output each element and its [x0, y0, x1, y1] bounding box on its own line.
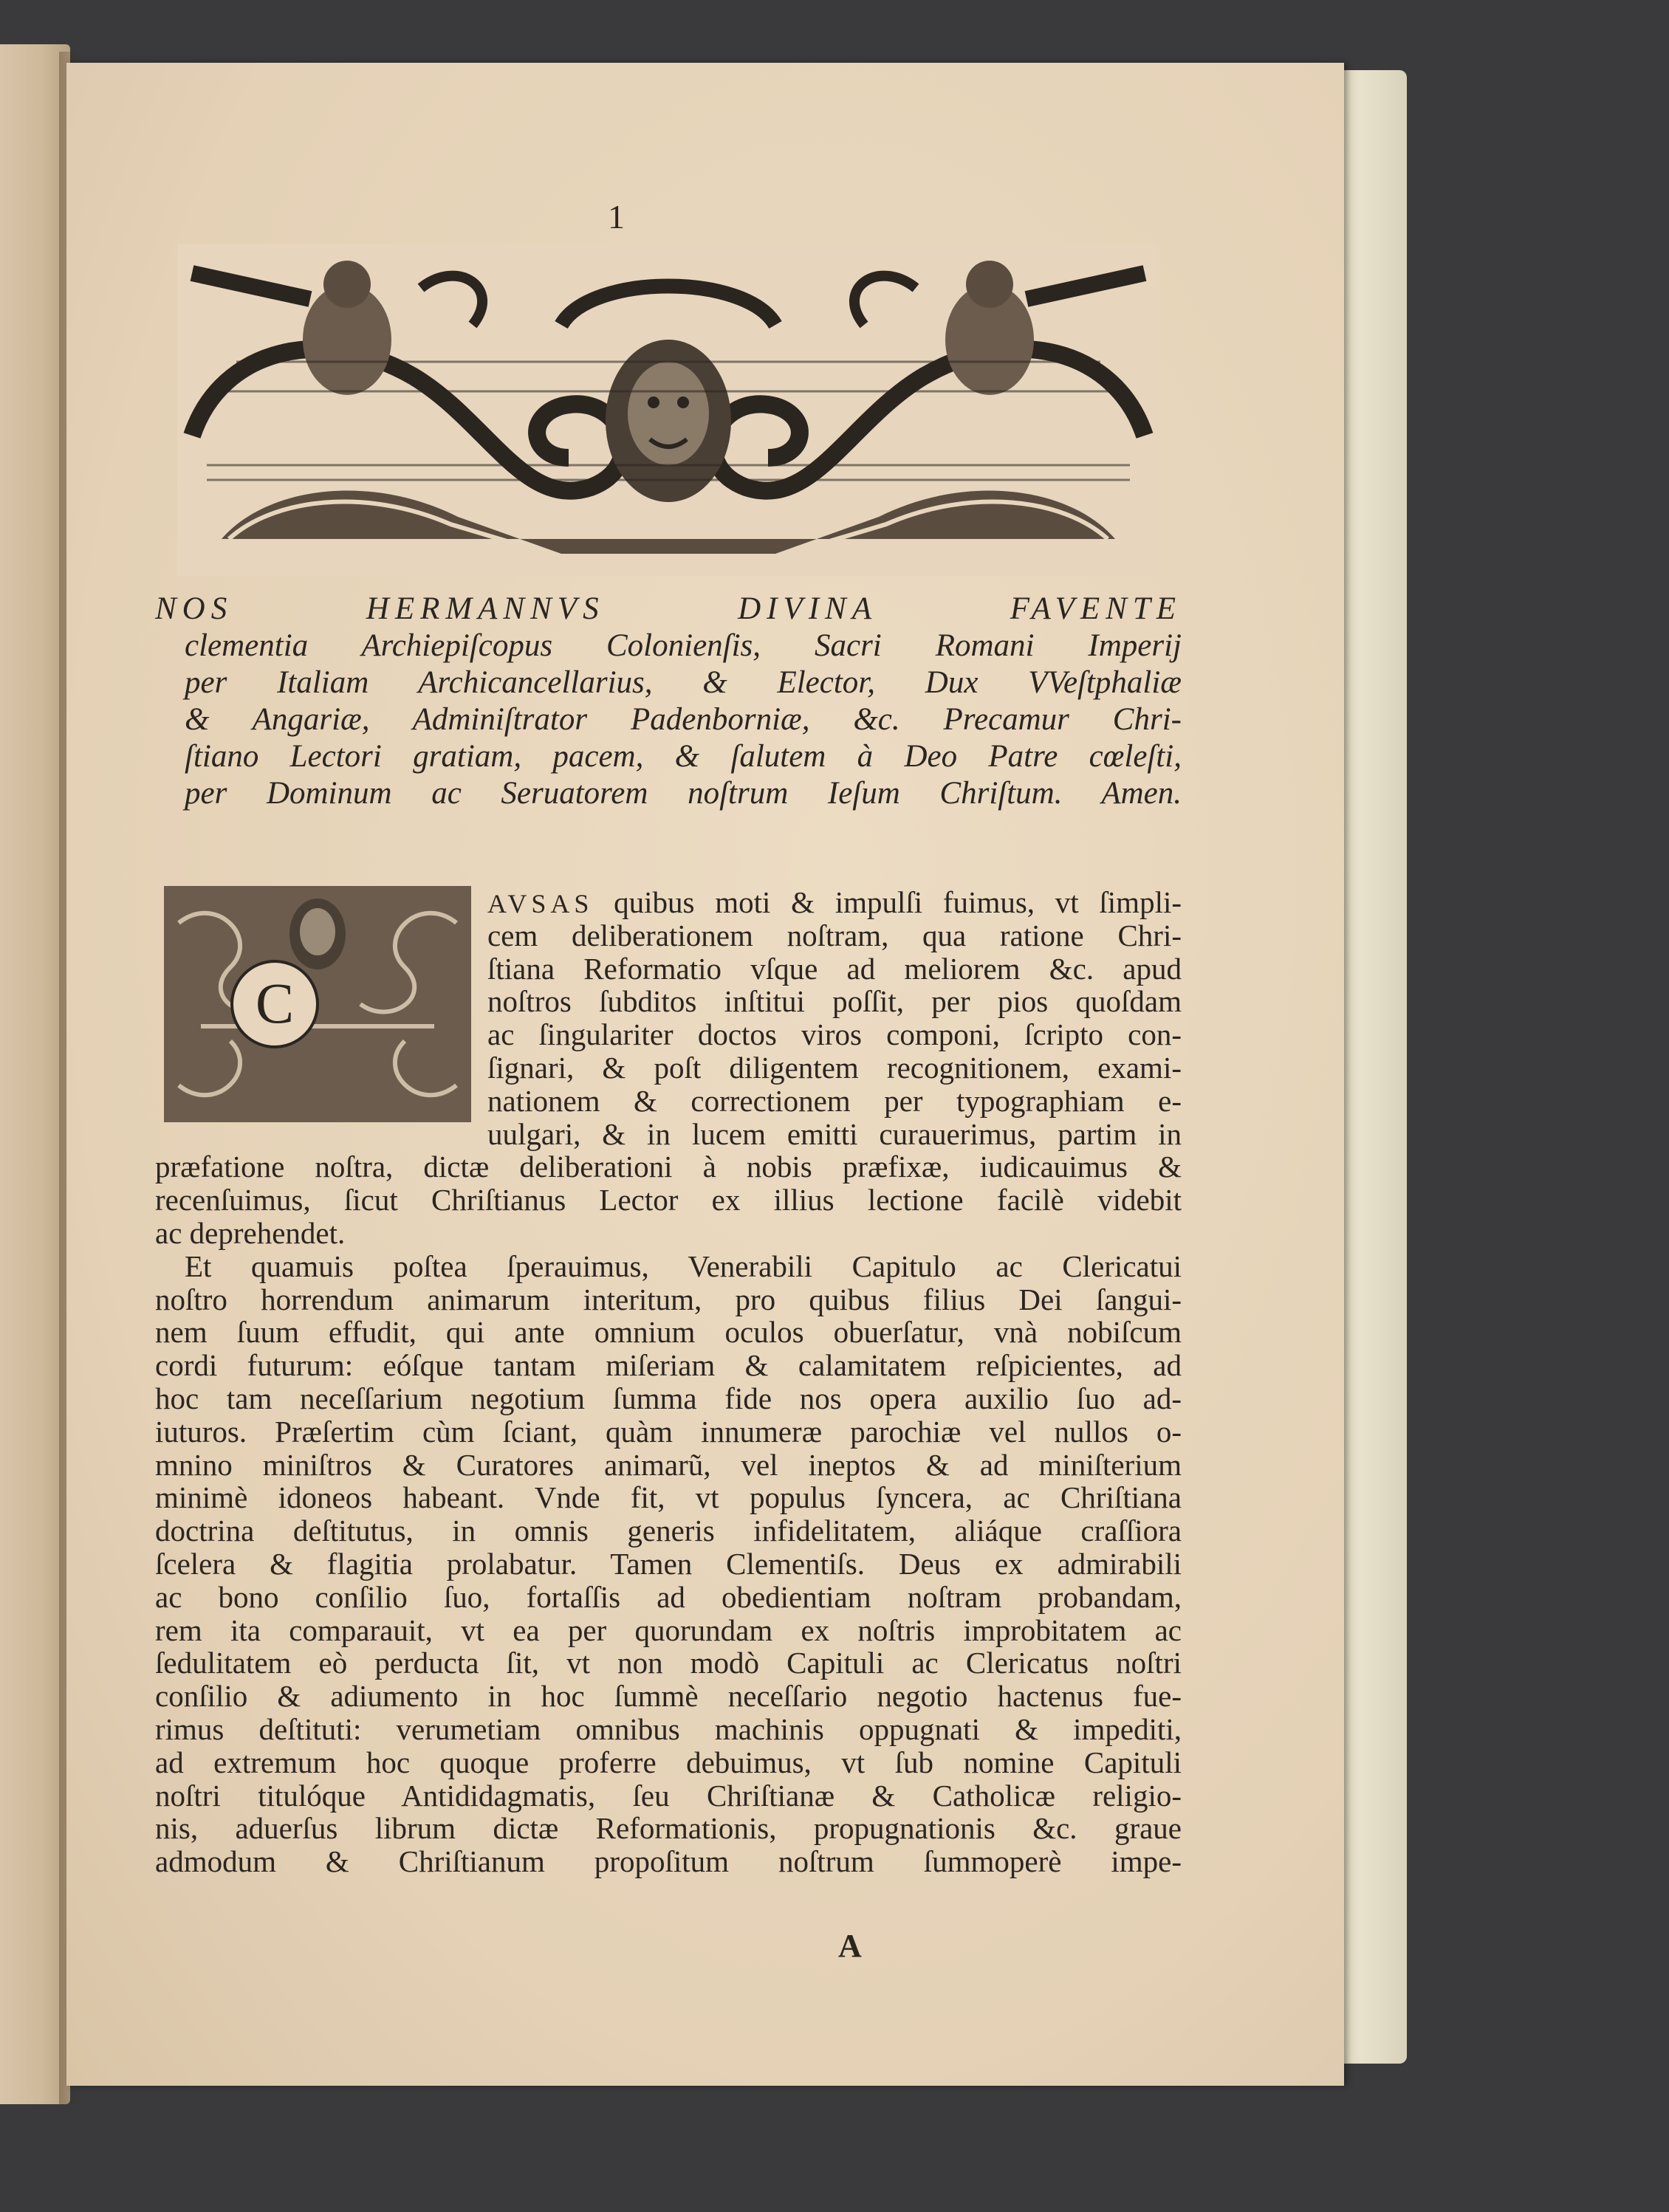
text-line: mnino miniſtros & Curatores animarũ, vel ineptos & ad miniſterium	[155, 1447, 1182, 1482]
text-line: ſcelera & flagitia prolabatur. Tamen Clementiſs. Deus ex admirabili	[155, 1546, 1182, 1581]
text-line: nationem & correctionem per typographiam e-	[487, 1083, 1182, 1118]
initial-letter: C	[255, 971, 295, 1035]
text-line: admodum & Chriſtianum propoſitum noſtrum ſummoperè impe-	[155, 1844, 1182, 1879]
text-line: ac deprehendet.	[155, 1215, 346, 1250]
text-line: recenſuimus, ſicut Chriſtianus Lector ex illius lectione facilè videbit	[155, 1183, 1182, 1217]
text-line: iuturos. Præſertim cùm ſciant, quàm innumeræ parochiæ vel nullos o-	[155, 1414, 1182, 1449]
text-line: conſilio & adiumento in hoc ſummè neceſſario negotio hactenus fue-	[155, 1679, 1182, 1714]
text-line: ſedulitatem eò perducta ſit, vt non modò Capituli ac Clericatus noſtri	[155, 1646, 1182, 1680]
ornamental-headpiece	[177, 244, 1159, 576]
text-line-content: quibus moti & impulſi fuimus, vt ſimpli-	[614, 885, 1182, 919]
text-line: ſtiana Reformatio vſque ad meliorem &c. apud	[487, 951, 1182, 986]
text-line: noſtri titulóque Antididagmatis, ſeu Chriſtianæ & Catholicæ religio-	[155, 1778, 1182, 1813]
text-line: nis, aduerſus librum dictæ Reformationis, propugnationis &c. graue	[155, 1811, 1182, 1846]
text-line: minimè idoneos habeant. Vnde fit, vt populus ſyncera, ac Chriſtiana	[155, 1480, 1182, 1515]
title-line: NOS HERMANNVS DIVINA FAVENTE	[155, 591, 1182, 626]
title-line: clementia Archiepiſcopus Colonienſis, Sacri Romani Imperij	[185, 628, 1182, 663]
text-line: ſignari, & poſt diligentem recognitionem, exami-	[487, 1050, 1182, 1085]
text-line: rem ita comparauit, vt ea per quorundam ex noſtris improbitatem ac	[155, 1612, 1182, 1647]
text-line: noſtros ſubditos inſtitui poſſit, per pios quoſdam	[487, 984, 1182, 1019]
text-line: noſtro horrendum animarum interitum, pro quibus filius Dei ſangui-	[155, 1282, 1182, 1316]
text-line: cordi futurum: eóſque tantam miſeriam & calamitatem reſpicientes, ad	[155, 1348, 1182, 1383]
text-line	[487, 886, 1182, 919]
text-line: ac bono conſilio ſuo, fortaſſis ad obedientiam noſtram probandam,	[155, 1579, 1182, 1614]
text-line: ac ſingulariter doctos viros componi, ſcripto con-	[487, 1017, 1182, 1052]
text-line: Et quamuis poſtea ſperauimus, Venerabili Capitulo ac Clericatui	[185, 1248, 1182, 1283]
body-text	[155, 886, 1182, 1878]
page-number: 1	[608, 198, 625, 236]
title-block	[155, 591, 1182, 812]
title-line: & Angariæ, Adminiſtrator Padenborniæ, &c. Precamur Chri-	[185, 702, 1182, 737]
text-line: cem deliberationem noſtram, qua ratione Chri-	[487, 918, 1182, 952]
title-line: ſtiano Lectori gratiam, pacem, & ſalutem à Deo Patre cœleſti,	[185, 739, 1182, 774]
text-line: hoc tam neceſſarium negotium ſumma fide nos opera auxilio ſuo ad-	[155, 1381, 1182, 1415]
text-line: doctrina deſtitutus, in omnis generis infidelitatem, aliáque craſſiora	[155, 1514, 1182, 1548]
text-line: nem ſuum effudit, qui ante omnium oculos obuerſatur, vnà nobiſcum	[155, 1315, 1182, 1350]
text-line: ad extremum hoc quoque proferre debuimus, vt ſub nomine Capituli	[155, 1745, 1182, 1779]
title-line: per Dominum ac Seruatorem noſtrum Ieſum Chriſtum. Amen.	[185, 776, 1182, 811]
text-line: præfatione noſtra, dictæ deliberationi à nobis præfixæ, iudicauimus &	[155, 1150, 1182, 1184]
text-line: rimus deſtituti: verumetiam omnibus machinis oppugnati & impediti,	[155, 1711, 1182, 1746]
book-page	[66, 63, 1344, 2086]
text-line: uulgari, & in lucem emitti curauerimus, partim in	[487, 1116, 1182, 1151]
title-line: per Italiam Archicancellarius, & Elector, Dux VVeſtphaliæ	[185, 665, 1182, 700]
opening-word: AVSAS	[487, 889, 594, 918]
signature-mark: A	[838, 1928, 862, 1964]
